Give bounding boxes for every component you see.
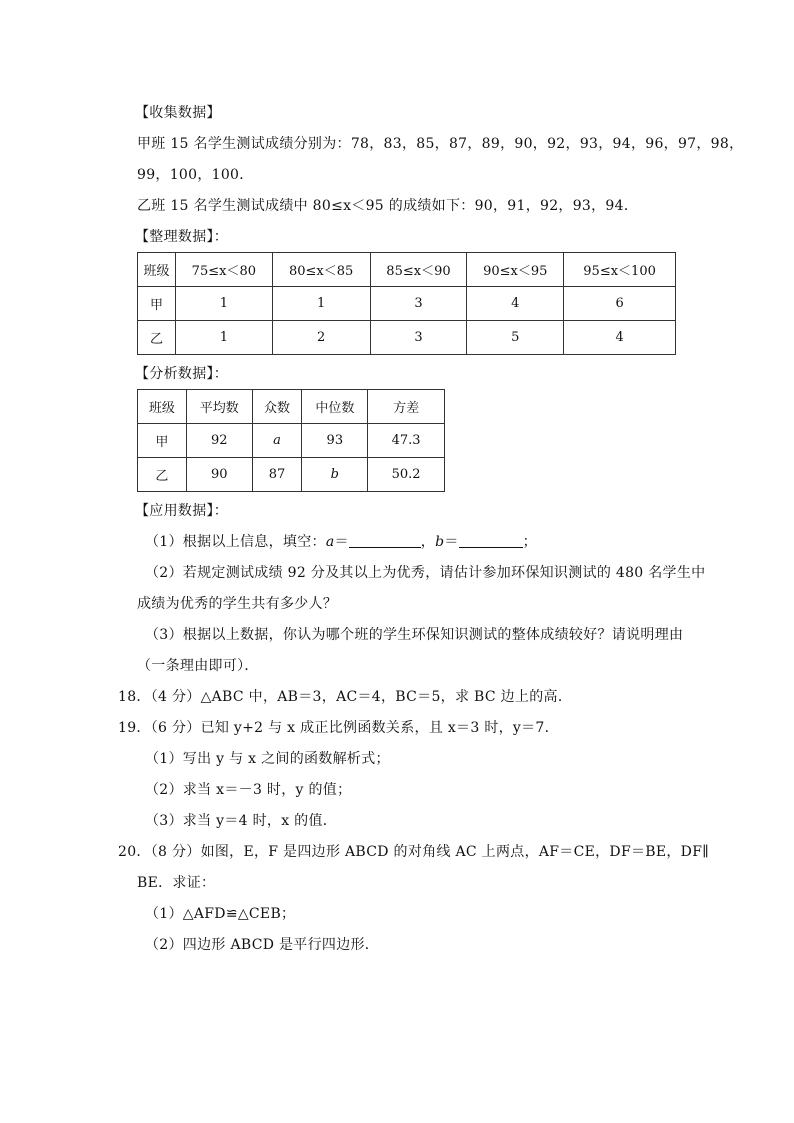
statistics-table-header-row bbox=[138, 390, 445, 424]
variable-a: a bbox=[325, 534, 335, 550]
analyze-data-title: 【分析数据】： bbox=[135, 366, 229, 382]
table-cell: 6 bbox=[564, 287, 676, 321]
table-cell: 92 bbox=[186, 424, 252, 458]
table-row bbox=[138, 321, 676, 355]
table-row bbox=[138, 287, 676, 321]
table-cell: 3 bbox=[370, 321, 467, 355]
class-yi-scores-line: 乙班 15 名学生测试成绩中 80≤x＜95 的成绩如下：90，91，92，93，94． bbox=[137, 198, 639, 214]
table-cell: b bbox=[302, 458, 368, 492]
problem-20-part-2: （2）四边形 ABCD 是平行四边形． bbox=[145, 937, 380, 953]
table-header-cell: 班级 bbox=[138, 390, 187, 424]
table-cell: 50.2 bbox=[368, 458, 445, 492]
question-3-line-1: （3）根据以上数据，你认为哪个班的学生环保知识测试的整体成绩较好？请说明理由 bbox=[145, 627, 684, 643]
class-jia-scores-line-2: 99，100，100． bbox=[137, 167, 254, 183]
problem-20-line-2: BE．求证： bbox=[137, 875, 216, 891]
table-cell: 90 bbox=[186, 458, 252, 492]
table-cell: 4 bbox=[564, 321, 676, 355]
table-header-cell: 班级 bbox=[138, 253, 176, 287]
problem-20-line-1: 20．（8 分）如图，E，F 是四边形 ABCD 的对角线 AC 上两点，AF＝CE，DF＝BE，DF∥ bbox=[118, 844, 709, 860]
question-2-line-2: 成绩为优秀的学生共有多少人？ bbox=[137, 596, 338, 612]
table-cell: 甲 bbox=[138, 424, 187, 458]
equals-sign: ＝ bbox=[444, 534, 459, 550]
table-cell: 1 bbox=[175, 321, 272, 355]
table-row bbox=[138, 424, 445, 458]
statistics-table bbox=[137, 389, 445, 492]
organize-data-title: 【整理数据】： bbox=[135, 229, 229, 245]
table-cell: 3 bbox=[370, 287, 467, 321]
line-end: ； bbox=[522, 534, 537, 550]
problem-18: 18．（4 分）△ABC 中，AB＝3，AC＝4，BC＝5，求 BC 边上的高． bbox=[118, 689, 573, 705]
table-header-cell: 众数 bbox=[252, 390, 302, 424]
table-header-cell: 85≤x＜90 bbox=[370, 253, 467, 287]
table-header-cell: 平均数 bbox=[186, 390, 252, 424]
table-cell: 5 bbox=[467, 321, 564, 355]
table-header-cell: 90≤x＜95 bbox=[467, 253, 564, 287]
problem-19-stem: 19．（6 分）已知 y+2 与 x 成正比例函数关系，且 x＝3 时，y＝7． bbox=[118, 720, 559, 736]
table-header-cell: 80≤x＜85 bbox=[272, 253, 370, 287]
table-header-cell: 中位数 bbox=[302, 390, 368, 424]
equals-sign: ＝ bbox=[334, 534, 349, 550]
table-cell: 甲 bbox=[138, 287, 176, 321]
table-header-cell: 75≤x＜80 bbox=[175, 253, 272, 287]
separator: ， bbox=[420, 534, 436, 550]
table-cell: 乙 bbox=[138, 458, 187, 492]
problem-19-part-2: （2）求当 x＝－3 时，y 的值； bbox=[145, 782, 352, 798]
question-1-line bbox=[145, 532, 537, 552]
frequency-table bbox=[137, 252, 676, 355]
answer-blank-b[interactable] bbox=[459, 533, 523, 548]
table-cell: 1 bbox=[175, 287, 272, 321]
collect-data-title: 【收集数据】 bbox=[135, 105, 221, 121]
variable-b: b bbox=[435, 534, 445, 550]
problem-19-part-3: （3）求当 y＝4 时，x 的值． bbox=[145, 813, 338, 829]
table-header-cell: 95≤x＜100 bbox=[564, 253, 676, 287]
table-cell: 乙 bbox=[138, 321, 176, 355]
table-header-cell: 方差 bbox=[368, 390, 445, 424]
frequency-table-header-row bbox=[138, 253, 676, 287]
table-cell: 87 bbox=[252, 458, 302, 492]
table-cell: 4 bbox=[467, 287, 564, 321]
question-3-line-2: （一条理由即可）． bbox=[137, 658, 259, 674]
table-cell: 47.3 bbox=[368, 424, 445, 458]
table-cell: 2 bbox=[272, 321, 370, 355]
problem-20-part-1: （1）△AFD≌△CEB； bbox=[145, 906, 296, 922]
table-cell: 93 bbox=[302, 424, 368, 458]
question-2-line-1: （2）若规定测试成绩 92 分及其以上为优秀，请估计参加环保知识测试的 480 名学生中 bbox=[145, 565, 706, 581]
problem-19-part-1: （1）写出 y 与 x 之间的函数解析式； bbox=[145, 751, 390, 767]
table-row bbox=[138, 458, 445, 492]
answer-blank-a[interactable] bbox=[349, 533, 421, 548]
table-cell: 1 bbox=[272, 287, 370, 321]
question-1-prefix: （1）根据以上信息，填空： bbox=[145, 534, 326, 550]
table-cell: a bbox=[252, 424, 302, 458]
apply-data-title: 【应用数据】： bbox=[135, 503, 229, 519]
class-jia-scores-line-1: 甲班 15 名学生测试成绩分别为：78，83，85，87，89，90，92，93，94，96，97，98， bbox=[137, 136, 744, 152]
